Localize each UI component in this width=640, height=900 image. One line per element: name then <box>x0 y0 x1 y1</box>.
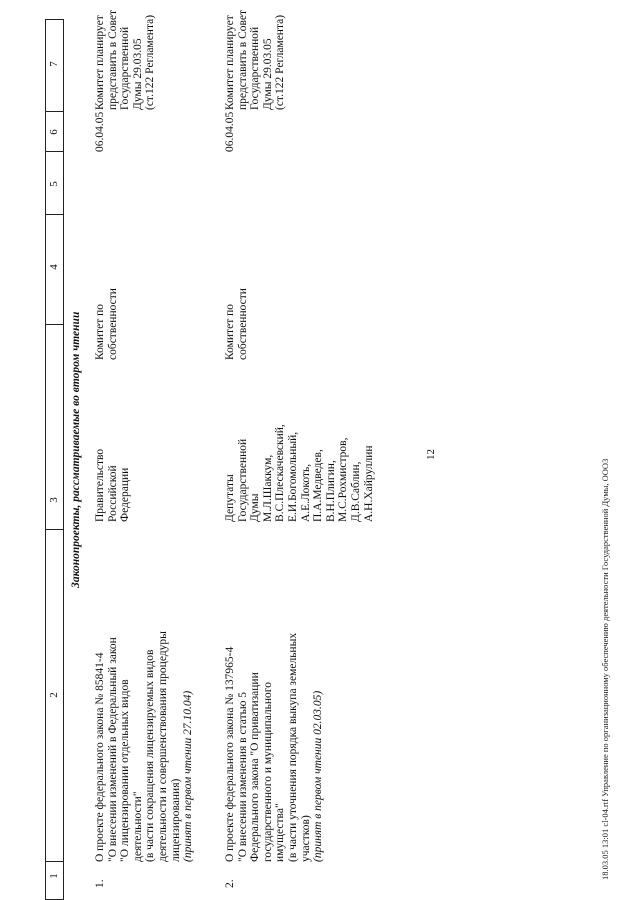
page-number: 12 <box>425 449 437 460</box>
text-line: (принят в первом чтении 02.03.05) <box>312 690 325 862</box>
column-divider <box>45 324 64 325</box>
column-divider <box>45 19 64 20</box>
text-line: Д.В.Саблин, <box>349 461 362 522</box>
text-line: "О внесении изменения в статью 5 <box>236 691 249 862</box>
column-number: 6 <box>48 129 60 135</box>
initiator <box>224 424 375 522</box>
bill-description <box>224 633 325 862</box>
row-number: 1. <box>94 879 106 888</box>
text-line: представить в Совет <box>106 9 119 110</box>
column-number: 1 <box>48 873 60 879</box>
text-line: (ст.122 Регламента) <box>274 14 287 110</box>
text-line: Государственной <box>236 438 249 522</box>
text-line: О проекте федерального закона № 85841-4 <box>94 652 106 862</box>
column-number: 3 <box>48 497 60 503</box>
text-line: О проекте федерального закона № 137965-4 <box>224 646 236 862</box>
text-line: собственности <box>106 288 119 360</box>
page-footer: 18.03.05 13:01 cl-04.rtf Управление по организационному обеспечению деятельности Государственной Думы, ООО3 <box>600 458 610 880</box>
text-line: Государственной <box>249 26 262 110</box>
column-number: 2 <box>48 692 60 698</box>
text-line: А.Е.Локоть, <box>299 463 312 522</box>
text-line: лицензирования) <box>169 778 182 862</box>
text-line: государственного и муниципального <box>261 682 274 862</box>
text-line: Думы 29.03.05 <box>131 38 144 110</box>
text-line: Государственной <box>119 26 132 110</box>
text-line: Депутаты <box>224 474 236 522</box>
responsible-committee <box>94 288 119 360</box>
text-line: представить в Совет <box>236 9 249 110</box>
text-line: Комитет планирует <box>94 15 106 110</box>
text-line: (ст.122 Регламента) <box>144 14 157 110</box>
text-line: Российской <box>106 465 119 522</box>
note <box>224 10 287 110</box>
text-line: Комитет планирует <box>224 15 236 110</box>
column-divider <box>45 151 64 152</box>
text-line: Е.И.Богомольный, <box>286 431 299 522</box>
bill-description <box>94 631 195 862</box>
column-number: 7 <box>48 61 60 67</box>
text-line: имущества" <box>274 803 287 862</box>
note <box>94 10 157 110</box>
text-line: "О лицензировании отдельных видов <box>119 679 132 862</box>
text-line: Думы <box>249 493 262 522</box>
text-line: Комитет по <box>94 304 106 360</box>
responsible-committee <box>224 288 249 360</box>
section-heading: Законопроекты, рассматриваемые во втором чтении <box>70 311 82 588</box>
text-line: участков) <box>299 815 312 862</box>
text-line: "О внесении изменений в Федеральный закон <box>106 637 119 862</box>
text-line: (принят в первом чтении 27.10.04) <box>182 690 195 862</box>
initiator <box>94 449 132 522</box>
text-line: В.С.Плескачевский, <box>274 424 287 522</box>
text-line: Федерации <box>119 467 132 522</box>
text-line: А.Н.Хайруллин <box>362 445 375 522</box>
text-line: Думы 29.03.05 <box>261 38 274 110</box>
text-line: Правительство <box>94 448 106 522</box>
text-line: деятельности" <box>131 791 144 862</box>
text-line: (в части уточнения порядка выкупа земельных <box>286 632 299 862</box>
text-line: Федерального закона "О приватизации <box>249 672 262 862</box>
text-line: П.А.Медведев, <box>312 449 325 522</box>
text-line: М.С.Рохмистров, <box>337 437 350 522</box>
text-line: (в части сокращения лицензируемых видов <box>144 649 157 862</box>
date: 06.04.05 <box>224 111 236 152</box>
date: 06.04.05 <box>94 111 106 152</box>
column-number: 4 <box>48 264 60 270</box>
text-line: собственности <box>236 288 249 360</box>
table-top-border <box>45 20 46 900</box>
row-number: 2. <box>224 879 236 888</box>
text-line: В.Н.Плигин, <box>324 460 337 522</box>
column-divider <box>45 111 64 112</box>
table-header-bottom-border <box>63 20 64 900</box>
column-number: 5 <box>48 181 60 187</box>
column-divider <box>45 861 64 862</box>
text-line: деятельности и совершенствования процедуры <box>156 631 169 862</box>
text-line: Комитет по <box>224 304 236 360</box>
text-line: М.Л.Шаккум, <box>261 454 274 522</box>
column-divider <box>45 529 64 530</box>
column-divider <box>45 214 64 215</box>
